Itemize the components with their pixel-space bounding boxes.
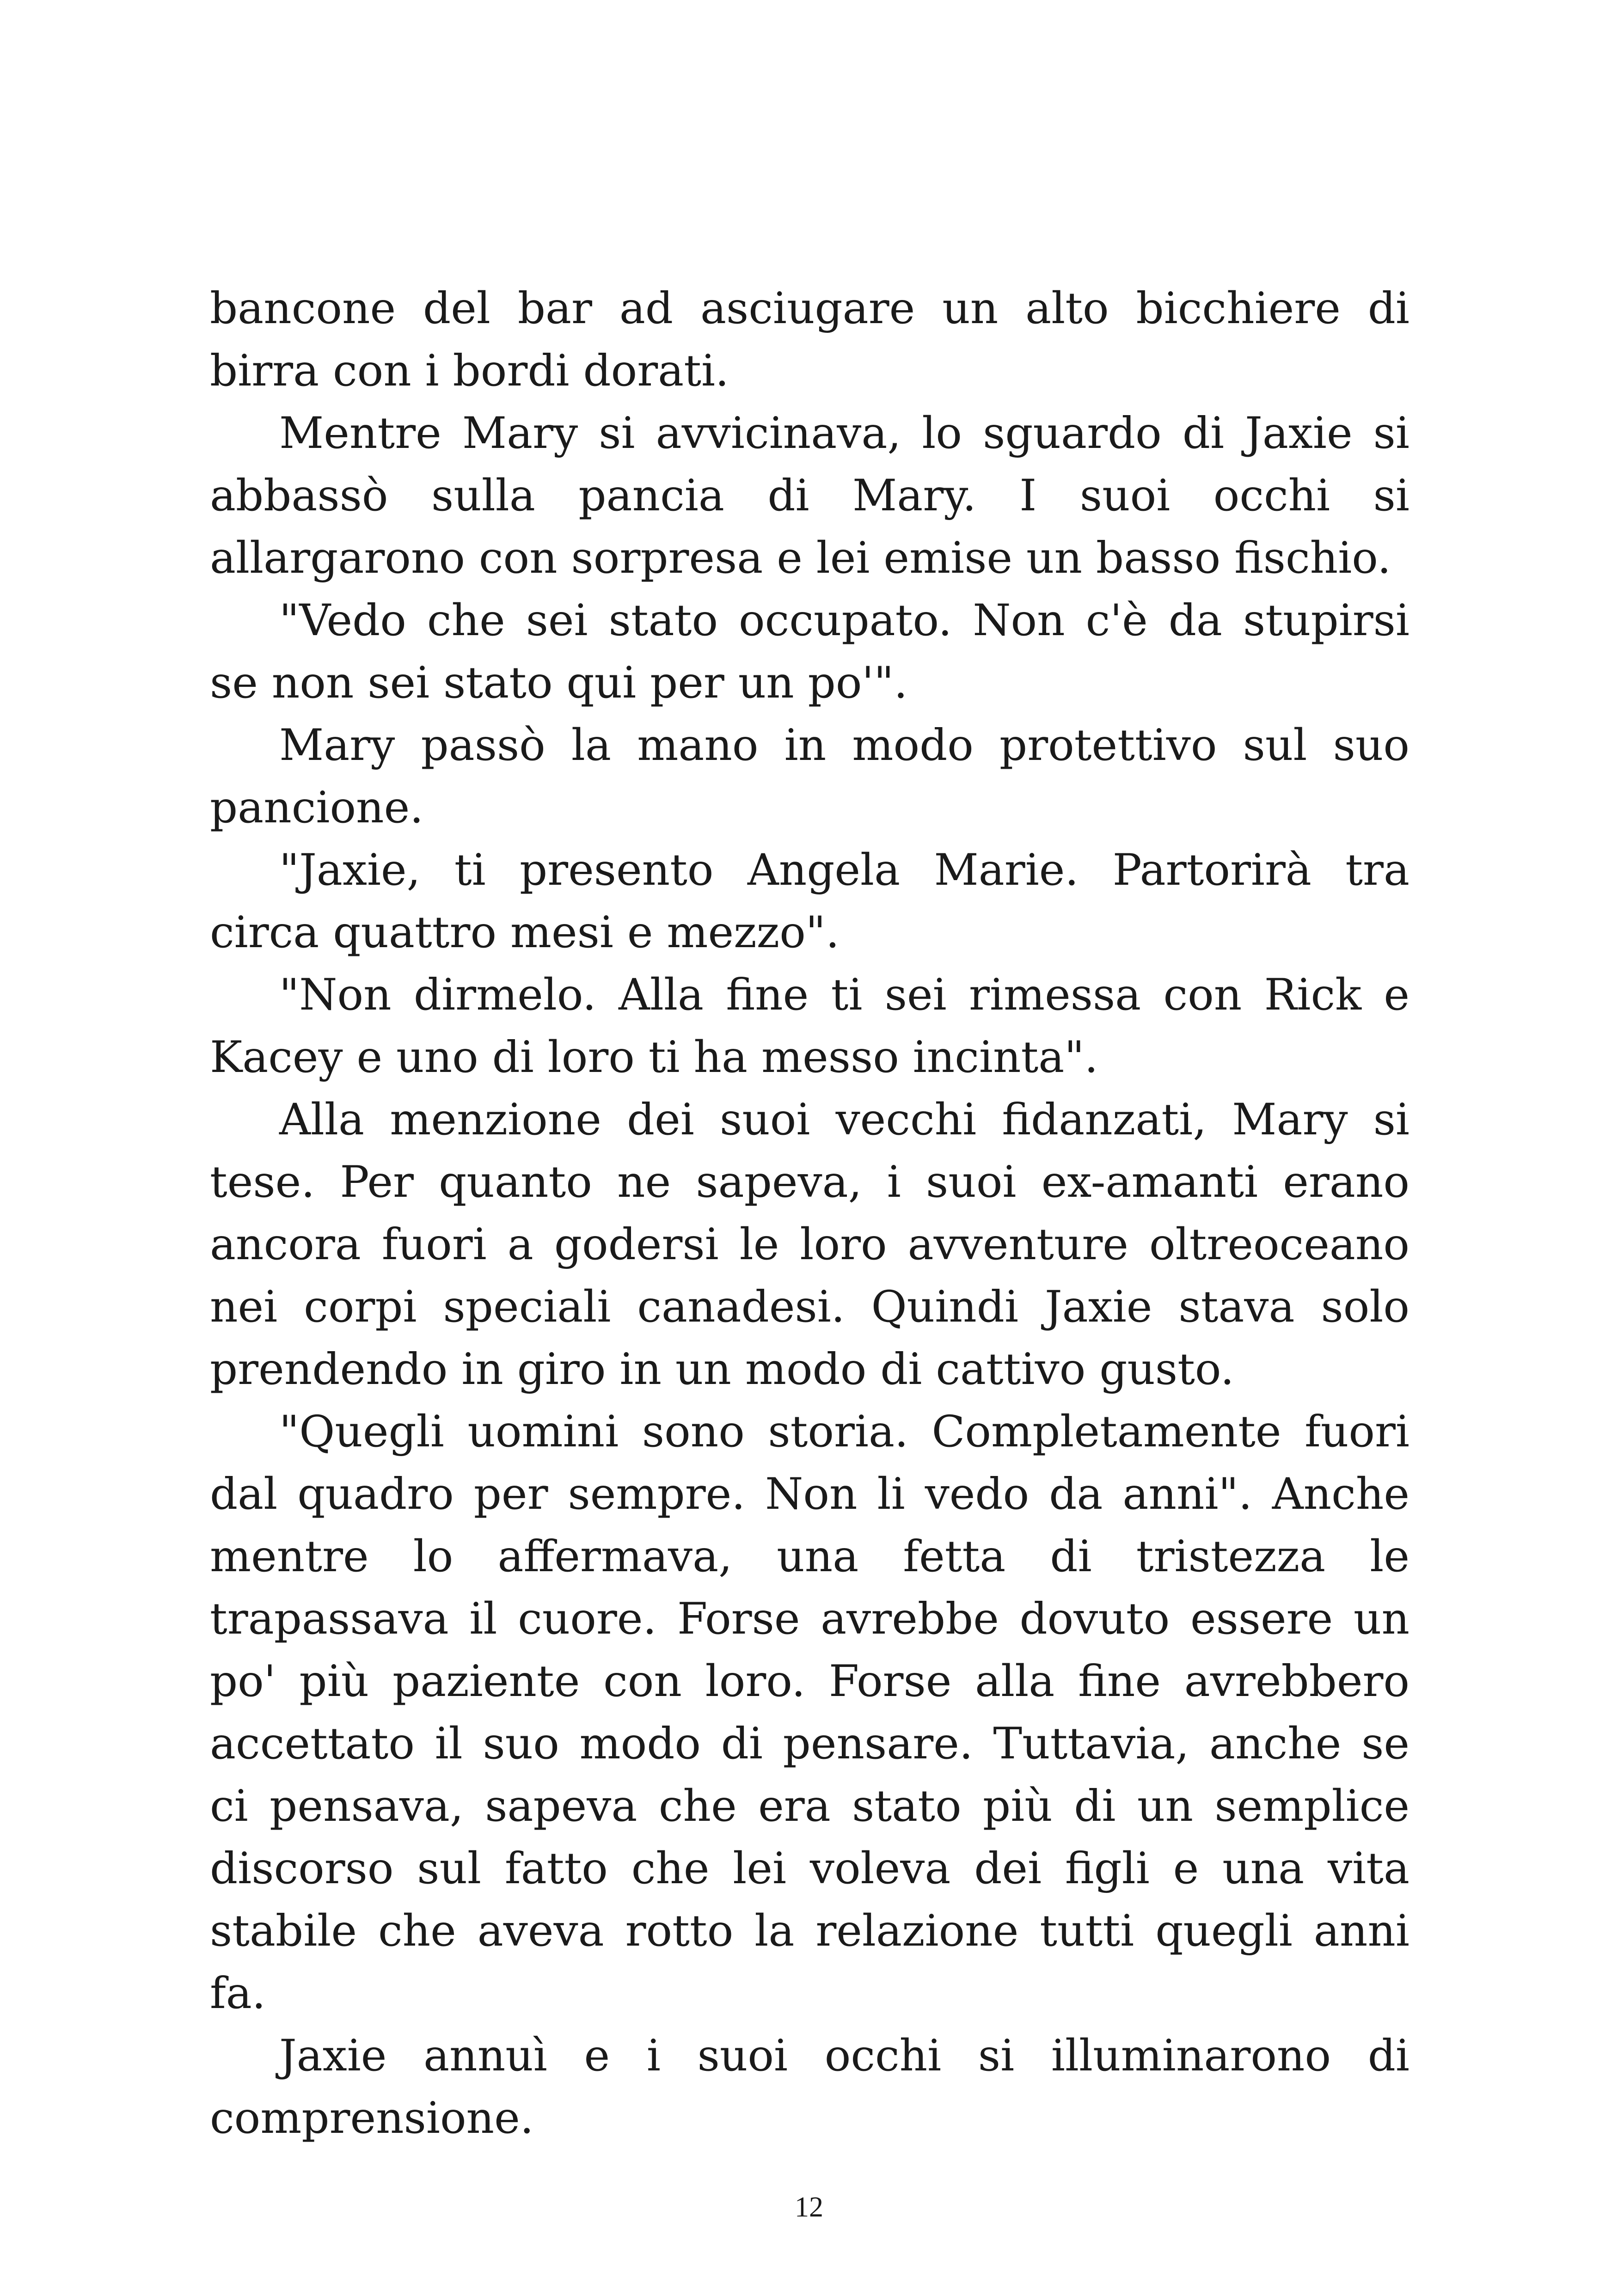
paragraph: "Quegli uomini sono storia. Completamente fuori dal quadro per sempre. Non li vedo da anni". Anche mentre lo affermava, una fetta di tristezza le trapassava il cuore. Forse avrebbe dovuto essere un po' più paziente con loro. Forse alla fine avrebbero accettato il suo modo di pensare. Tuttavia, anche se ci pensava, sapeva che era stato più di un semplice discorso sul fatto che lei voleva dei figli e una vita stabile che aveva rotto la relazione tutti quegli anni fa. (210, 1407, 1410, 2019)
paragraph: bancone del bar ad asciugare un alto bicchiere di birra con i bordi dorati. (210, 283, 1410, 396)
page-number: 12 (795, 2192, 823, 2223)
paragraph: Jaxie annuì e i suoi occhi si illuminarono di comprensione. (210, 2031, 1410, 2143)
paragraph: "Jaxie, ti presento Angela Marie. Partorirà tra circa quattro mesi e mezzo". (210, 845, 1410, 958)
paragraph: "Non dirmelo. Alla fine ti sei rimessa con Rick e Kacey e uno di loro ti ha messo incinta". (210, 970, 1410, 1083)
body-text (210, 277, 1410, 2149)
paragraph: "Vedo che sei stato occupato. Non c'è da stupirsi se non sei stato qui per un po'". (210, 595, 1410, 708)
paragraph: Mentre Mary si avvicinava, lo sguardo di Jaxie si abbassò sulla pancia di Mary. I suoi occhi si allargarono con sorpresa e lei emise un basso fischio. (210, 408, 1410, 583)
paragraph: Alla menzione dei suoi vecchi fidanzati, Mary si tese. Per quanto ne sapeva, i suoi ex-amanti erano ancora fuori a godersi le loro avventure oltreoceano nei corpi speciali canadesi. Quindi Jaxie stava solo prendendo in giro in un modo di cattivo gusto. (210, 1095, 1410, 1395)
paragraph: Mary passò la mano in modo protettivo sul suo pancione. (210, 720, 1410, 833)
